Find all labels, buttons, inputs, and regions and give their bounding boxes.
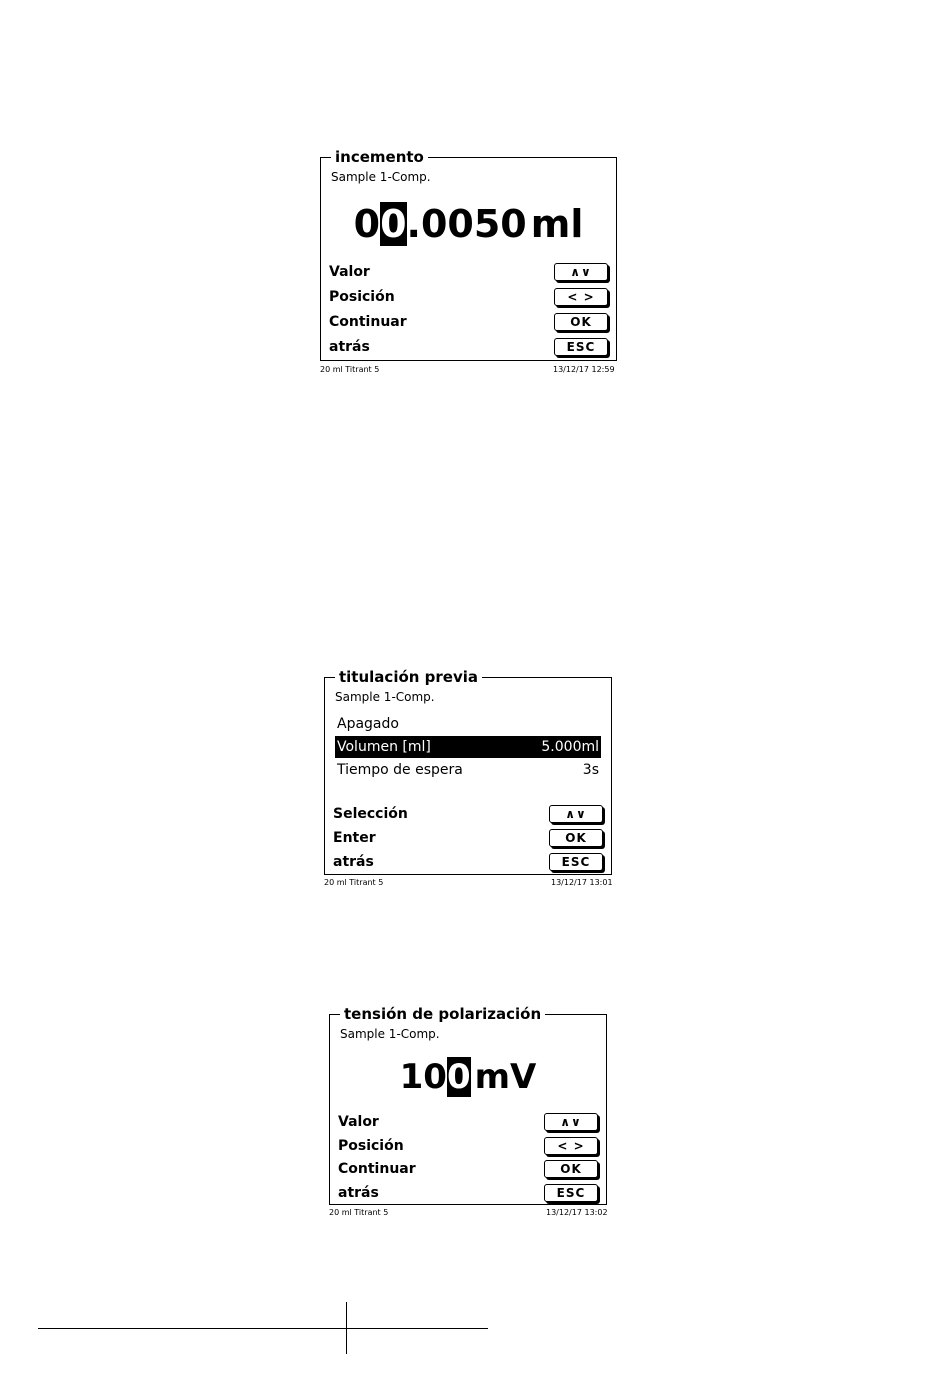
left-right-key-button[interactable]: < >: [544, 1137, 598, 1155]
screen-increment: [320, 148, 617, 361]
row-enter: [333, 828, 603, 850]
value-cursor-digit: 0: [380, 202, 407, 246]
screen-subtitle: Sample 1-Comp.: [331, 170, 431, 184]
row-label: Continuar: [338, 1161, 416, 1177]
footer-vertical-rule: [346, 1302, 347, 1354]
screen-title: incemento: [331, 149, 428, 165]
footer-horizontal-rule: [38, 1328, 488, 1329]
row-label: Valor: [338, 1114, 379, 1130]
option-label: Volumen [ml]: [337, 739, 431, 755]
status-footer-right: 13/12/17 13:01: [551, 878, 613, 887]
row-label: Continuar: [329, 314, 407, 330]
row-atras: [329, 337, 608, 359]
screen-polarization: [329, 1005, 607, 1205]
screen-subtitle: Sample 1-Comp.: [335, 690, 435, 704]
value-unit: mV: [474, 1057, 537, 1097]
left-right-key-button[interactable]: < >: [554, 288, 608, 306]
value-digit: 10: [399, 1057, 447, 1097]
value-cursor-digit: 0: [446, 1057, 471, 1097]
row-continuar: [329, 312, 608, 334]
value-unit: ml: [530, 202, 584, 246]
option-label: Tiempo de espera: [337, 762, 463, 778]
status-footer-left: 20 ml Titrant 5: [324, 878, 384, 887]
row-label: Enter: [333, 830, 376, 846]
status-footer-left: 20 ml Titrant 5: [320, 365, 380, 374]
screen-subtitle: Sample 1-Comp.: [340, 1027, 440, 1041]
screen-title: titulación previa: [335, 669, 482, 685]
row-atras: [338, 1183, 598, 1205]
row-valor: [338, 1112, 598, 1134]
row-continuar: [338, 1159, 598, 1181]
option-volumen[interactable]: [335, 736, 601, 758]
up-down-key-button[interactable]: ∧∨: [544, 1113, 598, 1131]
row-label: Posición: [329, 289, 395, 305]
value-display: [330, 1057, 606, 1097]
esc-key-button[interactable]: ESC: [554, 338, 608, 356]
value-digit: 0: [353, 202, 381, 246]
esc-key-button[interactable]: ESC: [544, 1184, 598, 1202]
ok-key-button[interactable]: OK: [549, 829, 603, 847]
row-atras: [333, 852, 603, 874]
screen-title: tensión de polarización: [340, 1006, 545, 1022]
status-footer-right: 13/12/17 13:02: [546, 1208, 608, 1217]
ok-key-button[interactable]: OK: [554, 313, 608, 331]
row-label: atrás: [333, 854, 374, 870]
screen-pre-titration: [324, 668, 612, 875]
row-label: atrás: [338, 1185, 379, 1201]
row-label: Selección: [333, 806, 408, 822]
row-label: Valor: [329, 264, 370, 280]
value-digit: .0050: [406, 202, 527, 246]
esc-key-button[interactable]: ESC: [549, 853, 603, 871]
option-apagado[interactable]: [335, 713, 601, 735]
row-label: Posición: [338, 1138, 404, 1154]
up-down-key-button[interactable]: ∧∨: [554, 263, 608, 281]
value-display: [321, 202, 616, 246]
row-posicion: [338, 1136, 598, 1158]
up-down-key-button[interactable]: ∧∨: [549, 805, 603, 823]
ok-key-button[interactable]: OK: [544, 1160, 598, 1178]
row-seleccion: [333, 804, 603, 826]
option-label: Apagado: [337, 716, 399, 732]
row-label: atrás: [329, 339, 370, 355]
option-value: 5.000ml: [541, 739, 599, 755]
row-valor: [329, 262, 608, 284]
status-footer-left: 20 ml Titrant 5: [329, 1208, 389, 1217]
option-tiempo-espera[interactable]: [335, 759, 601, 781]
row-posicion: [329, 287, 608, 309]
option-value: 3s: [582, 762, 599, 778]
status-footer-right: 13/12/17 12:59: [553, 365, 615, 374]
